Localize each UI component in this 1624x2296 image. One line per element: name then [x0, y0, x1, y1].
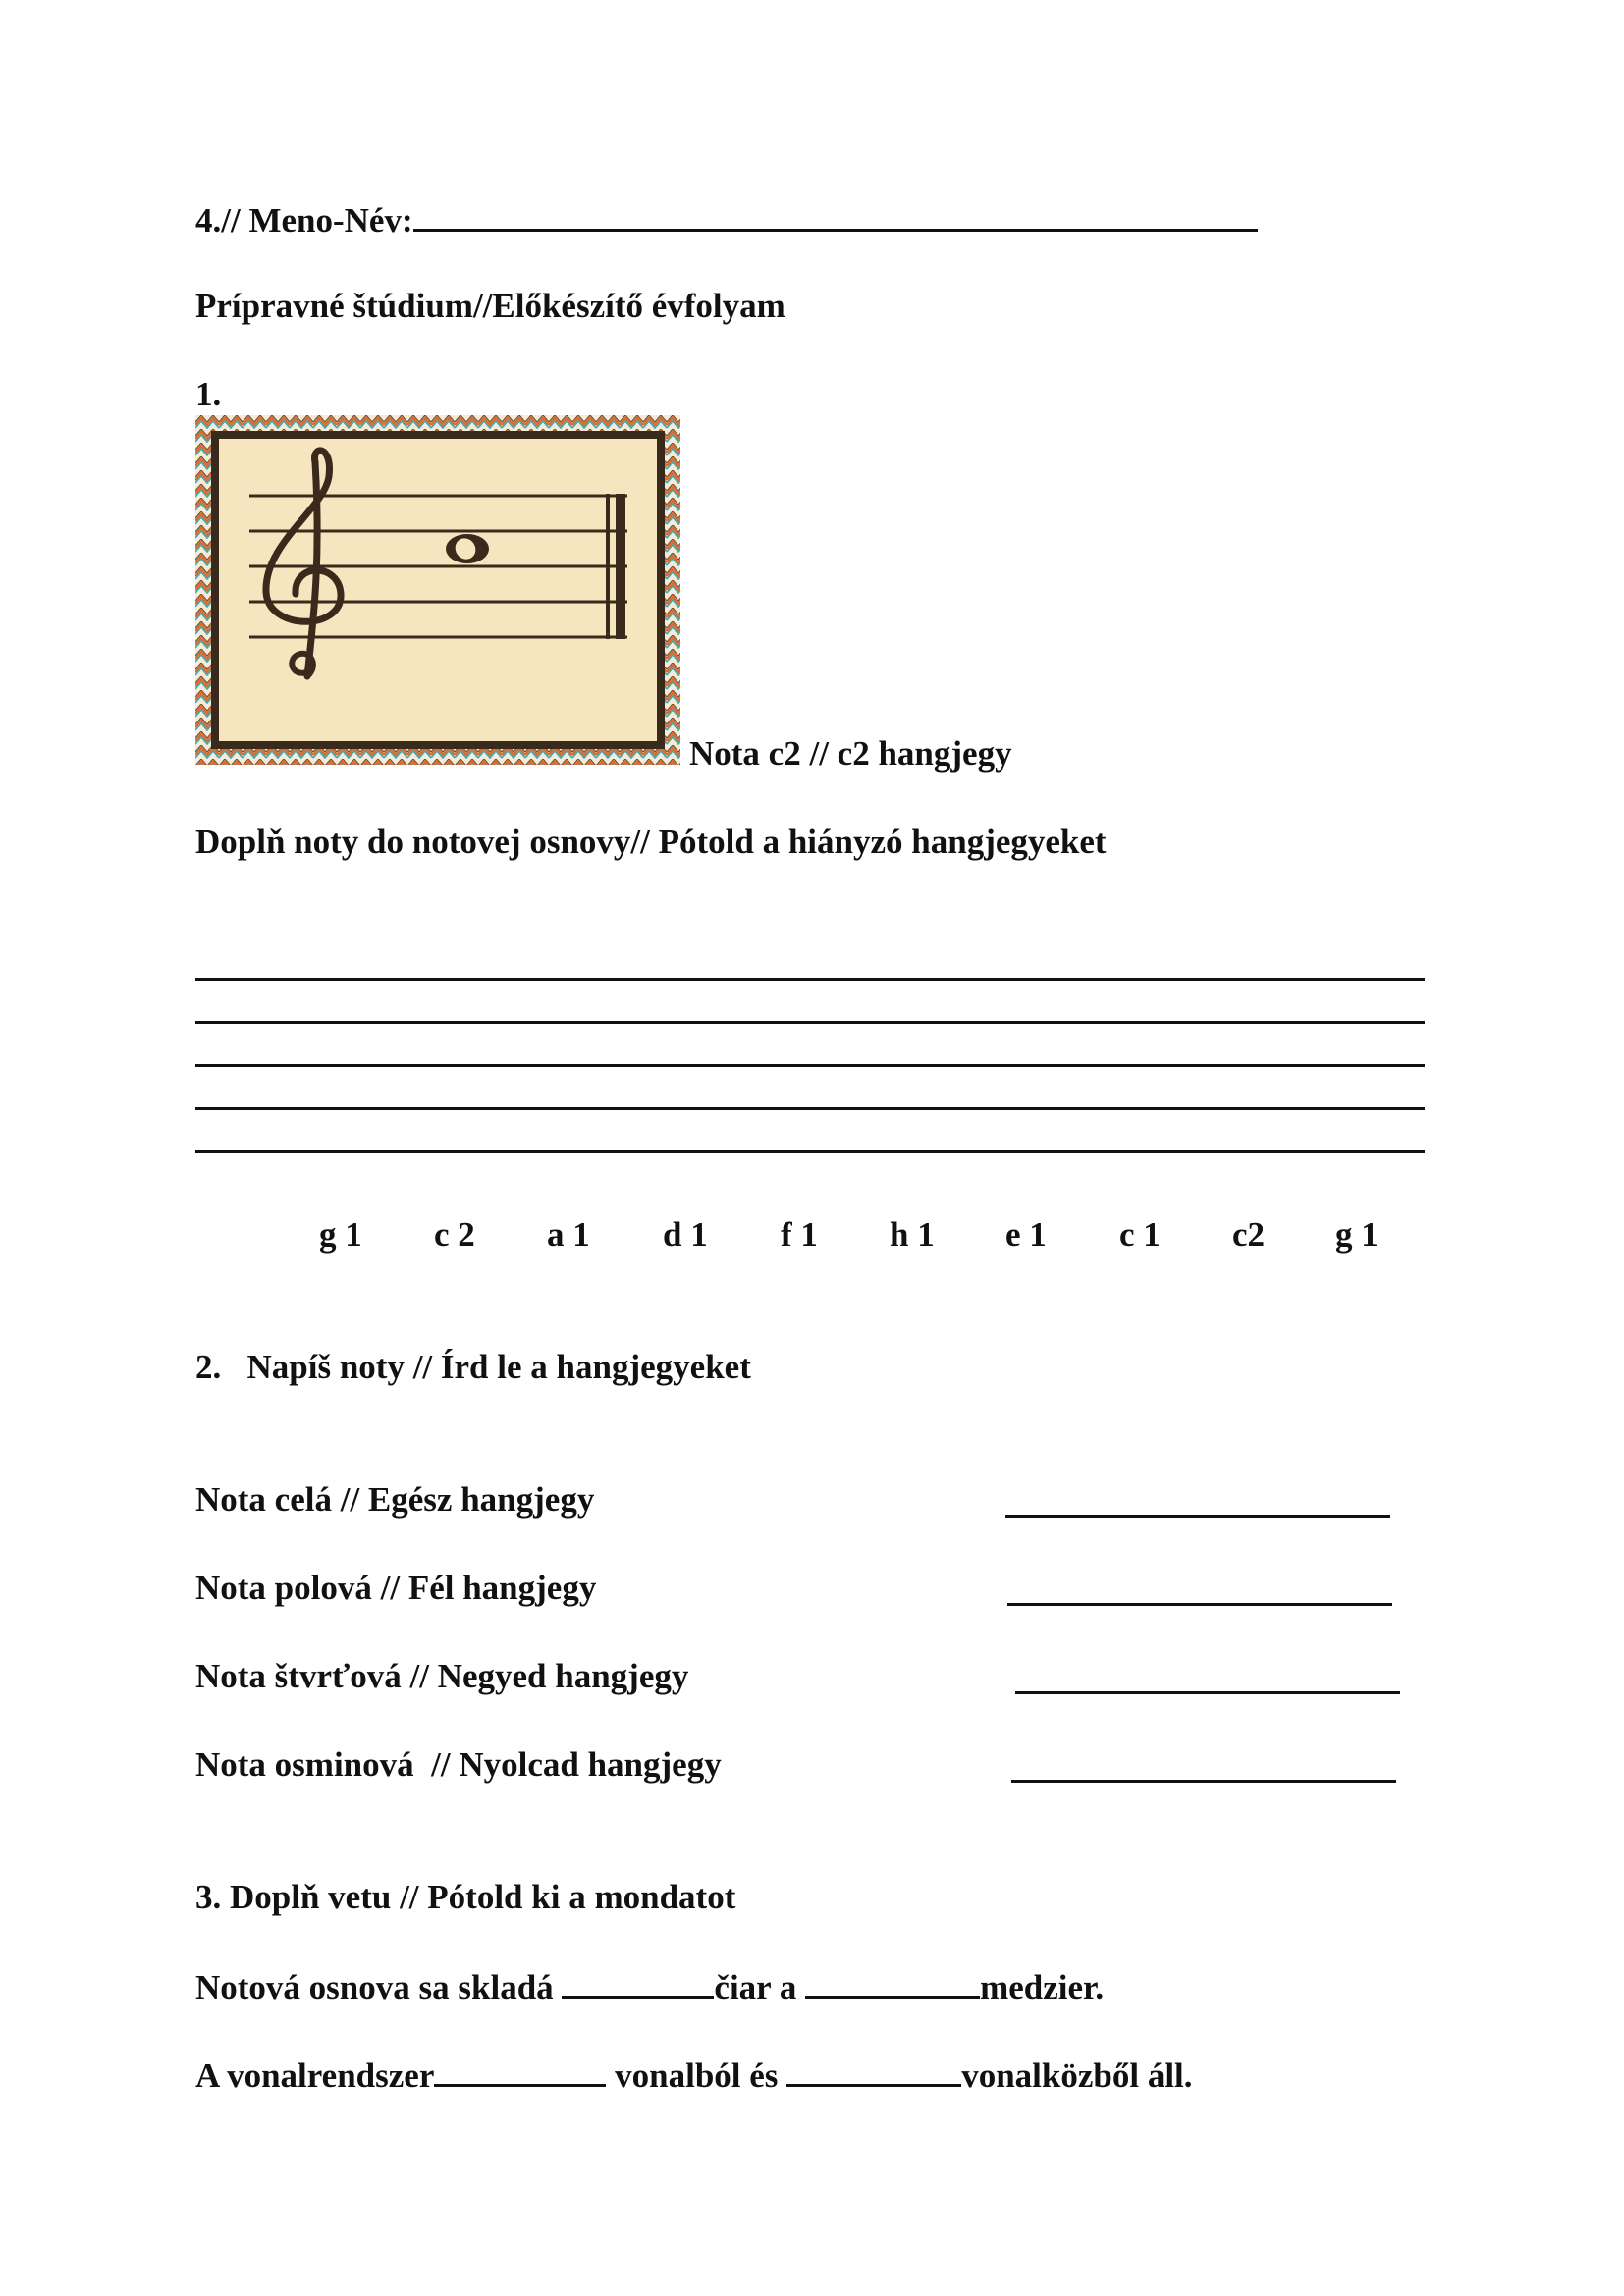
- sentence-text: vonalközből áll.: [961, 2056, 1193, 2095]
- name-label: 4.// Meno-Név:: [195, 201, 413, 240]
- sentence-blank[interactable]: [434, 2055, 606, 2087]
- subtitle: Prípravné štúdium//Előkészítő évfolyam: [195, 287, 785, 325]
- name-blank[interactable]: [413, 199, 1258, 232]
- sentence-blank[interactable]: [562, 1966, 714, 1999]
- sentence-text: A vonalrendszer: [195, 2056, 435, 2095]
- music-staff[interactable]: [195, 960, 1425, 1166]
- note-name: d 1: [663, 1215, 708, 1254]
- section3-title: 3. Doplň vetu // Pótold ki a mondatot: [195, 1878, 736, 1916]
- staff-line: [195, 978, 1425, 981]
- answer-blank[interactable]: [1007, 1603, 1392, 1606]
- treble-clef-whole-note-icon: [195, 415, 680, 765]
- note-names-row: [0, 1215, 1624, 1258]
- note-type-label: Nota polová // Fél hangjegy: [195, 1569, 597, 1607]
- sentence-blank[interactable]: [786, 2055, 961, 2087]
- note-name: g 1: [1335, 1215, 1379, 1254]
- staff-line: [195, 1064, 1425, 1067]
- note-name: c 2: [434, 1215, 475, 1254]
- image-caption: Nota c2 // c2 hangjegy: [689, 734, 1012, 773]
- staff-line: [195, 1021, 1425, 1024]
- sentence-blank[interactable]: [805, 1966, 980, 1999]
- answer-blank[interactable]: [1005, 1515, 1390, 1518]
- note-name: c2: [1232, 1215, 1266, 1254]
- staff-line: [195, 1107, 1425, 1110]
- note-type-label: Nota štvrťová // Negyed hangjegy: [195, 1657, 689, 1695]
- note-name: h 1: [890, 1215, 935, 1254]
- section2-title: 2. Napíš noty // Írd le a hangjegyeket: [195, 1348, 751, 1386]
- staff-line: [195, 1150, 1425, 1153]
- sentence-2: [195, 2055, 1193, 2096]
- sentence-text: Notová osnova sa skladá: [195, 1968, 563, 2006]
- note-name: a 1: [547, 1215, 590, 1254]
- note-type-label: Nota celá // Egész hangjegy: [195, 1480, 595, 1519]
- note-name: f 1: [781, 1215, 818, 1254]
- section1-number: 1.: [195, 375, 222, 413]
- note-name: g 1: [319, 1215, 362, 1254]
- note-name: e 1: [1005, 1215, 1047, 1254]
- note-type-label: Nota osminová // Nyolcad hangjegy: [195, 1745, 722, 1784]
- name-line: [195, 199, 1258, 240]
- sentence-text: čiar a: [714, 1968, 806, 2006]
- answer-blank[interactable]: [1011, 1780, 1396, 1783]
- section1-instruction: Doplň noty do notovej osnovy// Pótold a hiányzó hangjegyeket: [195, 823, 1107, 861]
- sentence-1: [195, 1966, 1104, 2007]
- sentence-text: vonalból és: [606, 2056, 787, 2095]
- note-name: c 1: [1119, 1215, 1161, 1254]
- answer-blank[interactable]: [1015, 1691, 1400, 1694]
- sentence-text: medzier.: [980, 1968, 1105, 2006]
